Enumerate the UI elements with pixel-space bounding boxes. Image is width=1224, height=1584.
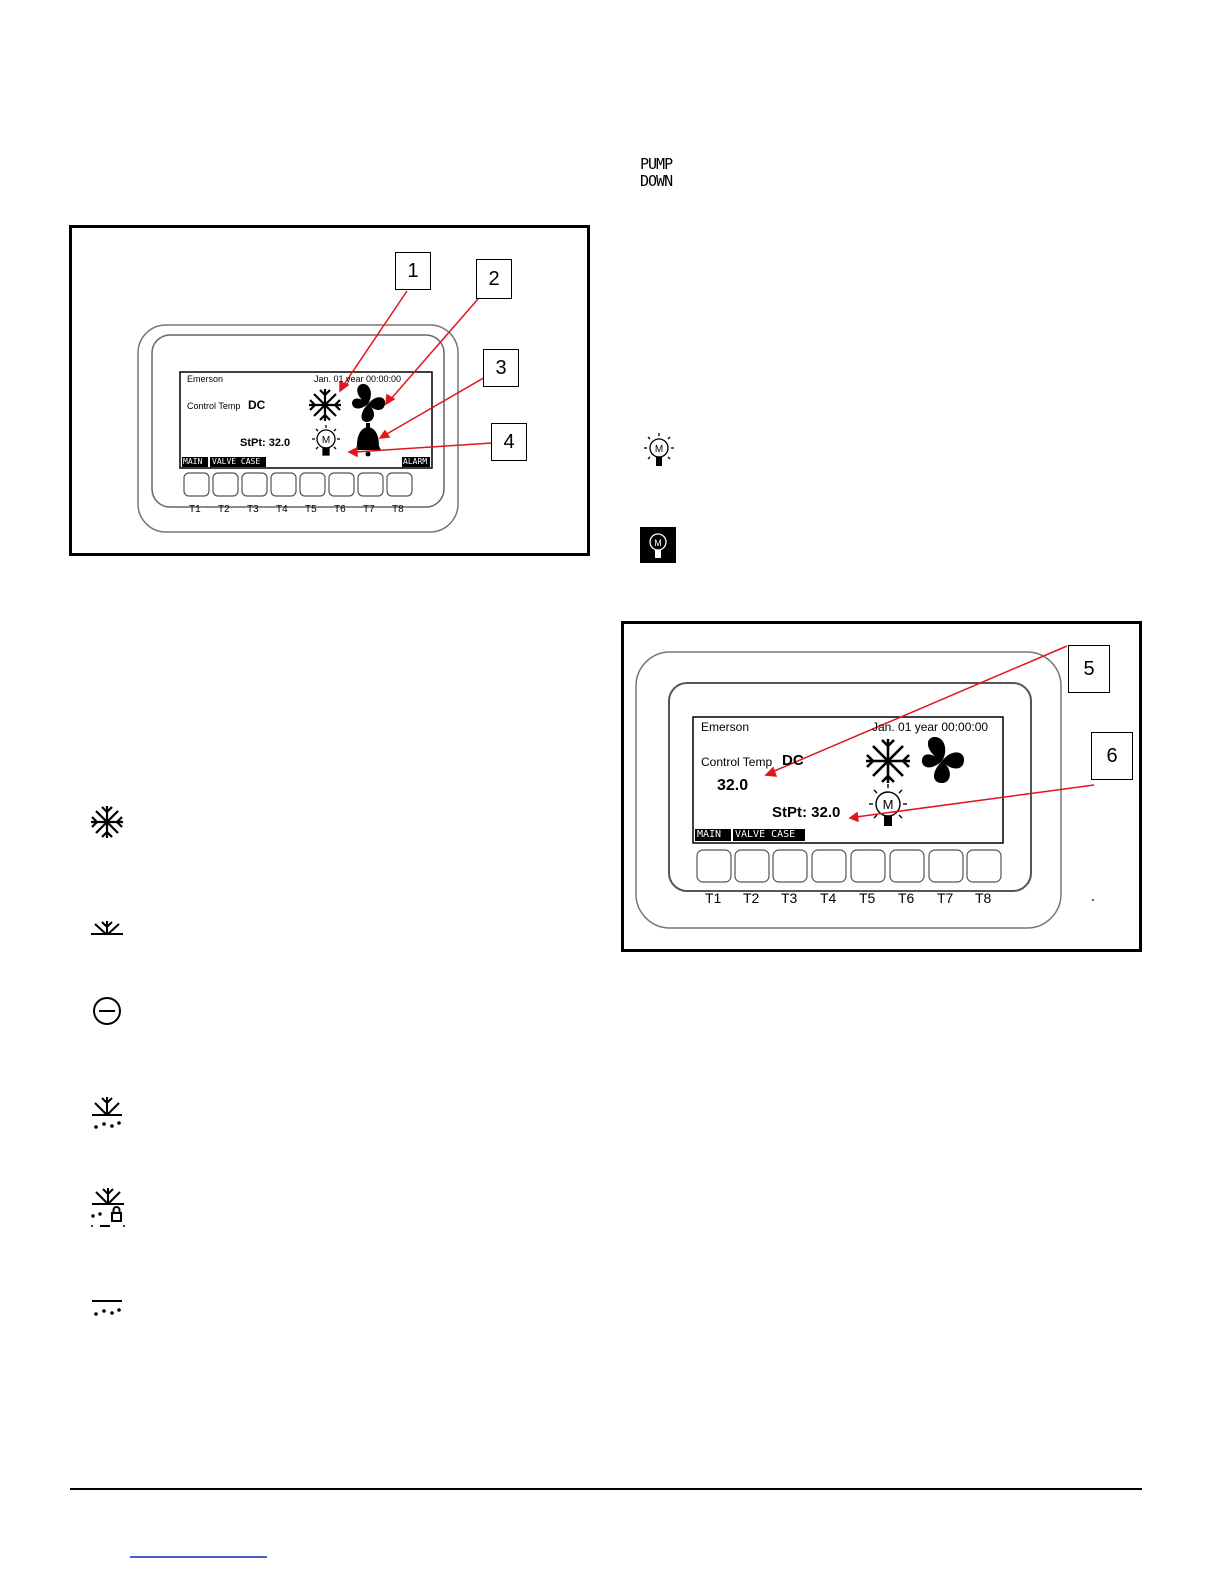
button-label-t8: T8 — [975, 890, 992, 906]
brand-label: Emerson — [701, 720, 750, 734]
button-label-t2: T2 — [218, 504, 230, 515]
control-temp-value: DC — [782, 752, 804, 769]
date-label: Jan. 01 year 00:00:00 — [314, 374, 402, 384]
callout-5: 5 — [1068, 645, 1110, 693]
figure-display-2 — [621, 621, 1142, 952]
callout-1: 1 — [395, 252, 431, 290]
svg-text:M: M — [882, 797, 894, 812]
partial-snowflake-icon — [89, 920, 125, 936]
footer-rule — [70, 1488, 1142, 1490]
svg-text:M: M — [654, 444, 664, 455]
button-label-t1: T1 — [189, 504, 201, 515]
callout-4: 4 — [491, 423, 527, 461]
setpoint-label: StPt: 32.0 — [772, 804, 841, 821]
pump-label: PUMP — [640, 155, 673, 173]
footer-link-underline[interactable] — [130, 1556, 267, 1558]
button-label-t3: T3 — [781, 890, 798, 906]
light-bulb-m-inverted-icon — [640, 527, 676, 563]
callout-6: 6 — [1091, 732, 1133, 780]
button-label-t1: T1 — [705, 890, 722, 906]
control-temp-label: Control Temp — [187, 401, 241, 411]
temperature-reading: 32.0 — [717, 777, 749, 794]
tab-main[interactable]: MAIN — [697, 829, 722, 840]
button-label-t6: T6 — [334, 504, 346, 515]
callout-2: 2 — [476, 259, 512, 299]
brand-label: Emerson — [187, 374, 224, 384]
snowflake-drip-icon — [89, 1095, 125, 1131]
control-temp-value: DC — [248, 398, 266, 412]
controller-drawing-2 — [624, 624, 1139, 949]
svg-text:M: M — [654, 538, 662, 548]
button-label-t4: T4 — [820, 890, 837, 906]
callout-3: 3 — [483, 349, 519, 387]
control-temp-label: Control Temp — [701, 755, 773, 769]
button-label-t2: T2 — [743, 890, 760, 906]
button-label-t3: T3 — [247, 504, 259, 515]
tab-valve-case[interactable]: VALVE CASE — [212, 457, 261, 466]
snowflake-icon — [89, 804, 125, 840]
button-label-t7: T7 — [363, 504, 375, 515]
light-bulb-m-icon — [639, 431, 679, 471]
down-label: DOWN — [640, 172, 673, 190]
snowflake-drip-lock-icon — [88, 1186, 128, 1228]
figure-display-1 — [69, 225, 590, 556]
tab-main[interactable]: MAIN — [183, 457, 203, 466]
tab-valve-case[interactable]: VALVE CASE — [735, 829, 796, 840]
setpoint-label: StPt: 32.0 — [240, 437, 291, 449]
tab-alarm[interactable]: ALARM — [403, 457, 428, 466]
button-label-t6: T6 — [898, 890, 915, 906]
button-label-t7: T7 — [937, 890, 954, 906]
button-label-t4: T4 — [276, 504, 288, 515]
drip-icon — [89, 1298, 125, 1318]
svg-text:M: M — [321, 435, 331, 446]
pump-down-icon — [640, 156, 680, 192]
button-label-t8: T8 — [392, 504, 404, 515]
date-label: Jan. 01 year 00:00:00 — [872, 720, 989, 734]
button-label-t5: T5 — [305, 504, 317, 515]
minus-circle-icon — [91, 995, 123, 1027]
button-label-t5: T5 — [859, 890, 876, 906]
